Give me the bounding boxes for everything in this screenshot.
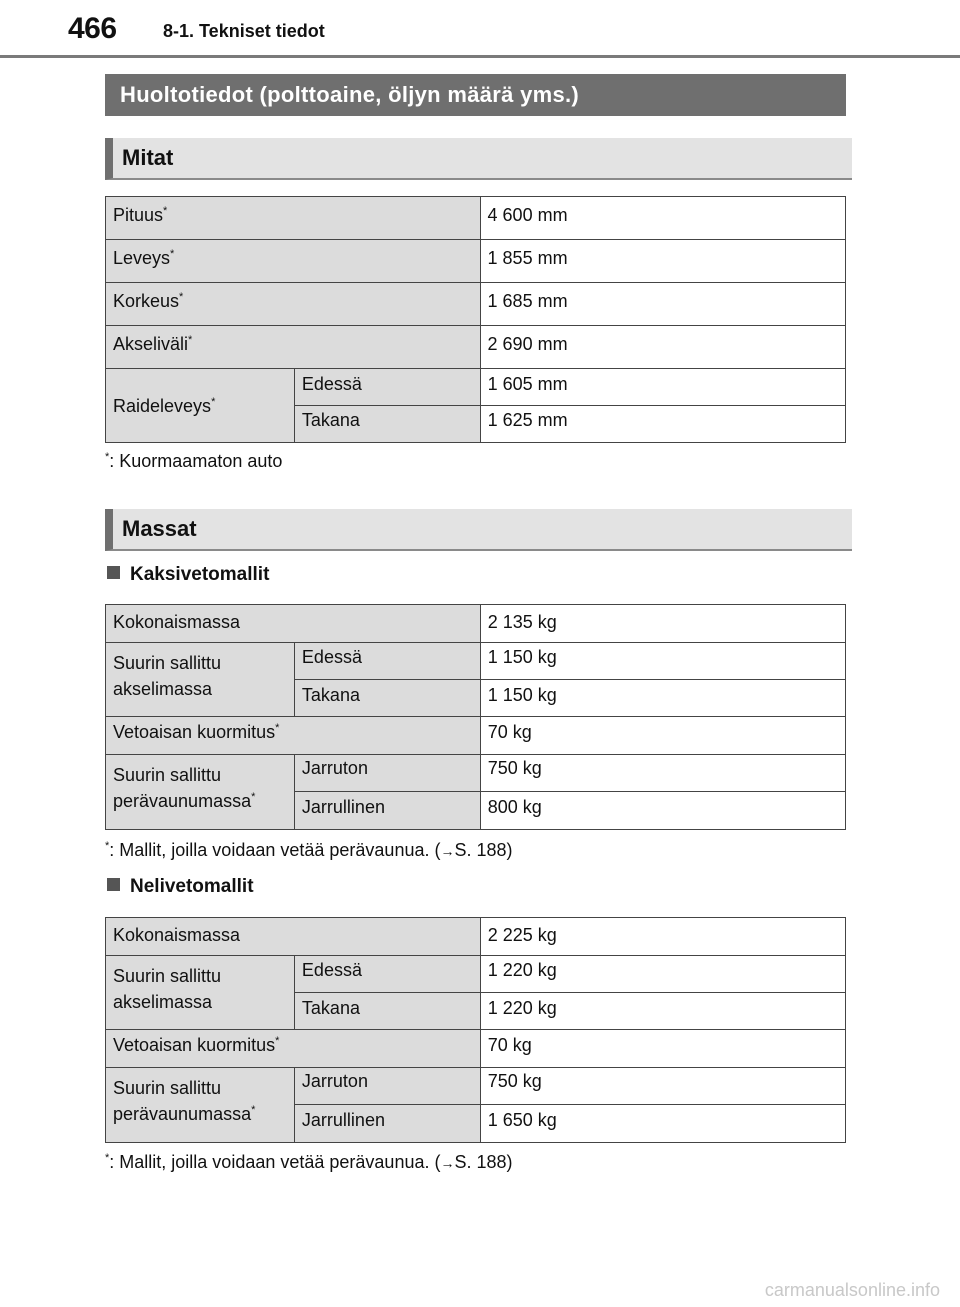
- row-label: Raideleveys*: [106, 369, 295, 443]
- table-row: Takana 1 150 kg: [106, 680, 846, 717]
- header-divider: [0, 55, 960, 58]
- table-row: [106, 283, 846, 326]
- table-row: [106, 240, 846, 283]
- subsection-heading: Nelivetomallit: [107, 876, 254, 898]
- track-width-table: [105, 368, 846, 443]
- table-row: [106, 326, 846, 369]
- sub-label: Takana: [294, 406, 480, 443]
- table-row: Vetoaisan kuormitus* 70 kg: [106, 1030, 846, 1068]
- square-bullet-icon: [107, 878, 120, 891]
- table-row: [106, 197, 846, 240]
- table-row: Kokonaismassa 2 225 kg: [106, 918, 846, 956]
- massat-heading: [105, 509, 852, 551]
- table-row: Suurin sallittu perävaunumassa* Jarruton 750 kg: [106, 1068, 846, 1105]
- arrow-right-icon: →: [440, 843, 455, 859]
- row-value: 1 625 mm: [480, 406, 845, 443]
- table-row: Kokonaismassa 2 135 kg: [106, 605, 846, 643]
- watermark: carmanualsonline.info: [764, 1280, 940, 1300]
- row-value: 2 690 mm: [480, 326, 845, 369]
- mitat-heading: [105, 138, 852, 180]
- row-value: 1 685 mm: [480, 283, 845, 326]
- footnote: *: Kuormaamaton auto: [105, 451, 283, 471]
- page-header: [0, 0, 960, 60]
- row-value: 4 600 mm: [480, 197, 845, 240]
- arrow-right-icon: →: [440, 1155, 455, 1171]
- mass-table-2wd: [105, 604, 846, 830]
- table-row: [106, 369, 846, 406]
- page-number: 466: [68, 12, 117, 45]
- sub-label: Edessä: [294, 369, 480, 406]
- table-row: Suurin sallittu akselimassa Edessä 1 150 kg: [106, 643, 846, 680]
- row-label: Akseliväli*: [106, 326, 481, 369]
- mass-table-4wd: [105, 917, 846, 1143]
- row-label: Korkeus*: [106, 283, 481, 326]
- mitat-title: Mitat: [122, 145, 174, 170]
- chapter-title: 8-1. Tekniset tiedot: [163, 21, 325, 41]
- massat-title: Massat: [122, 516, 197, 541]
- table-row: Takana 1 220 kg: [106, 993, 846, 1030]
- section-title: Huoltotiedot (polttoaine, öljyn määrä yms.): [105, 74, 846, 116]
- footnote: *: Mallit, joilla voidaan vetää perävaunua. (→S. 188): [105, 840, 513, 860]
- table-row: Jarrullinen 800 kg: [106, 792, 846, 830]
- footnote: *: Mallit, joilla voidaan vetää perävaunua. (→S. 188): [105, 1152, 513, 1172]
- row-label: Pituus*: [106, 197, 481, 240]
- subsection-heading: Kaksivetomallit: [107, 564, 269, 586]
- table-row: Vetoaisan kuormitus* 70 kg: [106, 717, 846, 755]
- row-value: 1 605 mm: [480, 369, 845, 406]
- dimensions-table: [105, 196, 846, 369]
- table-row: Suurin sallittu perävaunumassa* Jarruton 750 kg: [106, 755, 846, 792]
- row-label: Leveys*: [106, 240, 481, 283]
- table-row: Suurin sallittu akselimassa Edessä 1 220 kg: [106, 956, 846, 993]
- row-value: 1 855 mm: [480, 240, 845, 283]
- square-bullet-icon: [107, 566, 120, 579]
- table-row: Jarrullinen 1 650 kg: [106, 1105, 846, 1143]
